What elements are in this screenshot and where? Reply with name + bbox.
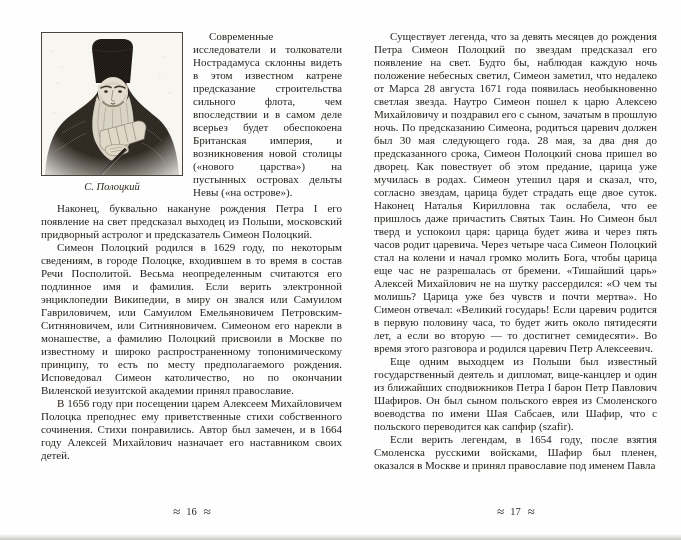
footer-ornament-right: ≈ bbox=[203, 504, 210, 519]
portrait-engraving-icon bbox=[42, 33, 182, 175]
footer-ornament-left: ≈ bbox=[173, 504, 180, 519]
page-number: 17 bbox=[510, 507, 521, 518]
body-paragraph: Существует легенда, что за девять месяцев до рождения Петра Симеон Полоцкий по звездам предсказал его появление на свет. Будто бы, наблюдая каждую ночь положение небесных светил, Симеон заметил, что недалеко от Марса 28 августа 1671 года появилась необыкновенно светлая звезда. Наутро Симеон пошел к царю Алексею Михайловичу и поздравил его с сыном, зачатым в прошлую ночь. По предсказанию Симеона, родиться царевич должен был 30 мая следующего года. 28 мая, за два дня до предсказанного срока, Симеон Полоцкий снова пришел во дворец. Как повествует об этом предание, царица уже мучилась в родах. Симеон утешил царя и сказал, что, согласно звездам, царица будет страдать еще двое суток. Наконец Наталья Кирилловна так ослабела, что ее пришлось даже причастить Святых Таин. Но Симеон был тверд и успокоил царя: царица будет жива и через пять часов родит царевича. Через четыре часа Симеон Полоцкий стал на колени и начал громко молить Бога, чтобы царица еще час не разрешалась от бремени. «Тишайший царь» Алексей Михайлович не на шутку рассердился: «О чем ты молишь? Царица уже без чувств и почти мертва». Но Симеон отвечал: «Великий государь! Если царевич родится в первую половину часа, то будет жить около пятидесяти лет, а если во вторую — то достигнет семидесяти». Во время этого разговора и родился царевич Петр Алексеевич. bbox=[374, 31, 657, 355]
body-paragraph: Еще одним выходцем из Польши был известный государственный деятель и дипломат, вице-канцлер и один из ближайших сподвижников Петра I барон Петр Павлович Шафиров. Он был сыном польского еврея из Смоленского воеводства по имени Шая Сабсаев, или Шафир, что с польского переводится как сапфир (szafir). bbox=[374, 356, 657, 433]
portrait-figure bbox=[41, 32, 183, 193]
page-footer bbox=[41, 502, 342, 520]
body-paragraph: Наконец, буквально накануне рождения Петра I его появление на свет предсказал выходец из Польши, московский придворный астролог и предсказатель Симеон Полоцкий. bbox=[41, 203, 342, 241]
page-number: 16 bbox=[186, 507, 197, 518]
footer-ornament-left: ≈ bbox=[497, 504, 504, 519]
body-paragraph: Если верить легендам, в 1654 году, после взятия Смоленска русскими войсками, Шафир был пленен, оказался в Москве и принял православие под именем Павла bbox=[374, 434, 657, 472]
footer-ornament-right: ≈ bbox=[527, 504, 534, 519]
body-paragraph: Современные исследователи и толкователи Нострадамуса склонны видеть в этом известном катрене предсказание строительства сильного флота, чем впоследствии и в самом деле всерьез будет обеспокоена Британская империя, и возникновения новой столицы («нового царства») на пустынных островах дельты Невы («на острове»). bbox=[193, 31, 342, 199]
scan-bottom-shadow bbox=[0, 534, 681, 540]
portrait-image bbox=[41, 32, 183, 176]
body-paragraph: Симеон Полоцкий родился в 1629 году, по некоторым сведениям, в городе Полоцке, входившем в то время в состав Речи Посполитой. Весьма неопределенным считаются его подлинное имя и фамилия. Если верить электронной энциклопедии Википедии, в миру он звался или Самуилом Гавриловичем, или Самуилом Емельяновичем Петровским-Ситняновичем, или Ситнияновичем. Симеоном его нарекли в монашестве, а фамилию Полоцкий присвоили в Москве по известному и широко распространенному топонимическому принципу, то есть по месту предполагаемого рождения. Исповедовал Симеон католичество, но по окончании Виленской иезуитской академии принял православие. bbox=[41, 242, 342, 397]
right-page bbox=[374, 31, 657, 531]
page-footer bbox=[374, 502, 657, 520]
body-paragraph: В 1656 году при посещении царем Алексеем Михайловичем Полоцка преподнес ему приветственные стихи собственного сочинения. Стихи понравились. Автор был замечен, и в 1664 году Алексей Михайлович назначает его наставником своих детей. bbox=[41, 398, 342, 462]
portrait-caption: С. Полоцкий bbox=[84, 182, 140, 193]
left-page bbox=[41, 31, 342, 531]
